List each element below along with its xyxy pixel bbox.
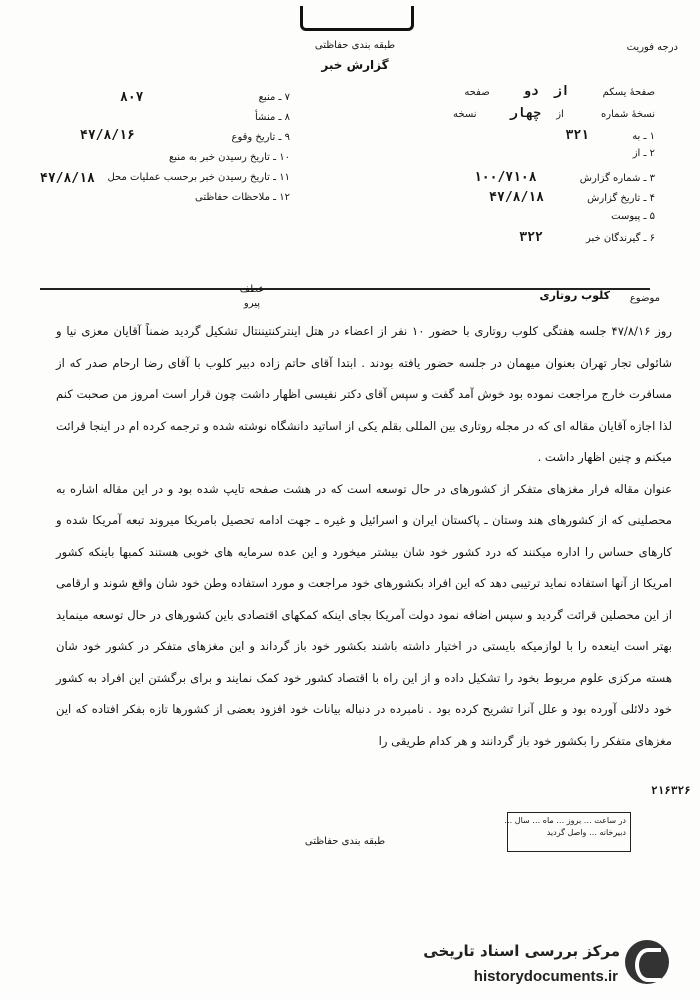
to-field: ۱ ـ به ۳۲۱ — [565, 128, 655, 143]
report-number-field: ۳ ـ شماره گزارش ۱۰۰/۷۱۰۸ — [473, 170, 655, 185]
margin-number: ۲۱۶۳۲۶ — [651, 784, 691, 797]
received-operations-value: ۴۷/۸/۱۸ — [40, 171, 95, 186]
classification-bottom: طبقه بندی حفاظتی — [304, 836, 386, 847]
source-field: ۷ ـ منبع — [258, 92, 290, 103]
archive-url: historydocuments.ir — [473, 968, 618, 985]
origin-field: ۸ ـ منشأ — [254, 112, 290, 123]
follow-up-label: پیرو — [243, 298, 261, 309]
watermark-bar — [0, 928, 700, 999]
report-date-field: ۴ ـ تاریخ گزارش ۴۷/۸/۱۸ — [489, 190, 655, 205]
top-seal — [300, 6, 414, 31]
subject-value: کلوب روتاری — [539, 289, 610, 302]
body-paragraph-1: روز ۴۷/۸/۱۶ جلسه هفتگی کلوب روتاری با حضور ۱۰ نفر از اعضاء در هتل اینترکنتیننتال تشکیل گردید ضمناً آقایان معزی نیا و شائولی تجار تهران بعنوان میهمان در جلسه حضور یافته بودند . ابتدا آقای حاتم زاده دبیر کلوب با آقای رضا ارحام صدر که از مسافرت خارج مراجعت نموده بود خوش آمد گفت و سپس آقای دکتر نفیسی اظهار داشت چون قرار است امروز من صحبت کنم لذا اجازه آقایان مقاله ای که در مجله روتاری بین المللی بقلم یکی از اساتید دانشگاه نوشته شده و ترجمه کرده ام در اینجا قرائت میکنم و چنین اظهار داشت . — [56, 324, 672, 464]
attachment-field: ۵ ـ پیوست — [611, 211, 655, 222]
receipt-stamp — [504, 812, 631, 852]
subject-label: موضوع — [629, 293, 660, 304]
received-by-source-field: ۱۰ ـ تاریخ رسیدن خبر به منبع — [168, 152, 290, 163]
body-paragraph-2: عنوان مقاله فرار مغزهای متفکر از کشورهای در حال توسعه است که در هشت صفحه تایپ شده بود و در این مقاله اشاره به محصلینی که از کشورهای هند وستان ـ پاکستان ایران و اسرائیل و غیره ـ جهت ادامه تحصیل بامریکا میروند تبعه آمریکا شده و کارهای حساس را اداره میکنند که درد کشور خود شان بیشتر میخورد و این عده سرمایه های خوبی هستند کمبها باینکه کشور امریکا از آنها استفاده نماید ترتیبی دهد که این افراد بکشورهای خود مراجعت و مورد استفاده وطن خود شان واقع شوند و ارقامی از این محصلین قرائت گردید و سپس اضافه نمود دولت آمریکا بجای اینکه کمکهای اقتصادی باین کشورهای در حال توسعه مینماید بهتر است اینعده را با لوازمیکه بایستی در اختیار داشته باشند بکشور خود باز گرداند و این مغزهای متفکر در کشور خود شان هسته مرکزی علوم مربوط بخود را تشکیل داده و از این راه با اقتصاد کشور خود کمک نمایند و برای برگشتن این افراد به کشور خود دلائلی آورده بود و علل آنرا تشریح کرده بود . نامبرده در دنباله بیانات خود افزود بعضی از کشورها تازه بفکر افتاده که این مغزهای متفکر را بکشور خود باز گردانند و هر کدام طریقی را — [56, 481, 672, 748]
priority-label: درجه فوریت — [626, 42, 678, 53]
recipients-field: ۶ ـ گیرندگان خبر ۳۲۲ — [519, 230, 655, 245]
copy-number-field: نسخهٔ شماره از چهار نسخه — [453, 106, 655, 121]
received-operations-field: ۱۱ ـ تاریخ رسیدن خبر برحسب عملیات محل — [107, 172, 290, 183]
page-number-field: صفحهٔ یسکم از دو صفحه — [464, 84, 655, 99]
source-value: ۸۰۷ — [120, 90, 144, 105]
archive-logo-icon — [625, 940, 669, 984]
archive-name: مرکز بررسی اسناد تاریخی — [423, 942, 620, 960]
event-date-value: ۴۷/۸/۱۶ — [80, 128, 135, 143]
receipt-stamp-line1: در ساعت … بروز … ماه … سال … — [504, 816, 626, 825]
security-notes-field: ۱۲ ـ ملاحظات حفاظتی — [195, 192, 290, 203]
from-field: ۲ ـ از — [632, 148, 655, 159]
report-title: گزارش خبر — [321, 58, 389, 72]
classification-top: طبقه بندی حفاظتی — [314, 40, 396, 51]
reference-label: عطف — [239, 284, 265, 295]
receipt-stamp-line2: دبیرخانه … واصل گردید — [546, 828, 626, 837]
report-body — [56, 316, 672, 757]
event-date-field: ۹ ـ تاریخ وقوع — [231, 132, 290, 143]
